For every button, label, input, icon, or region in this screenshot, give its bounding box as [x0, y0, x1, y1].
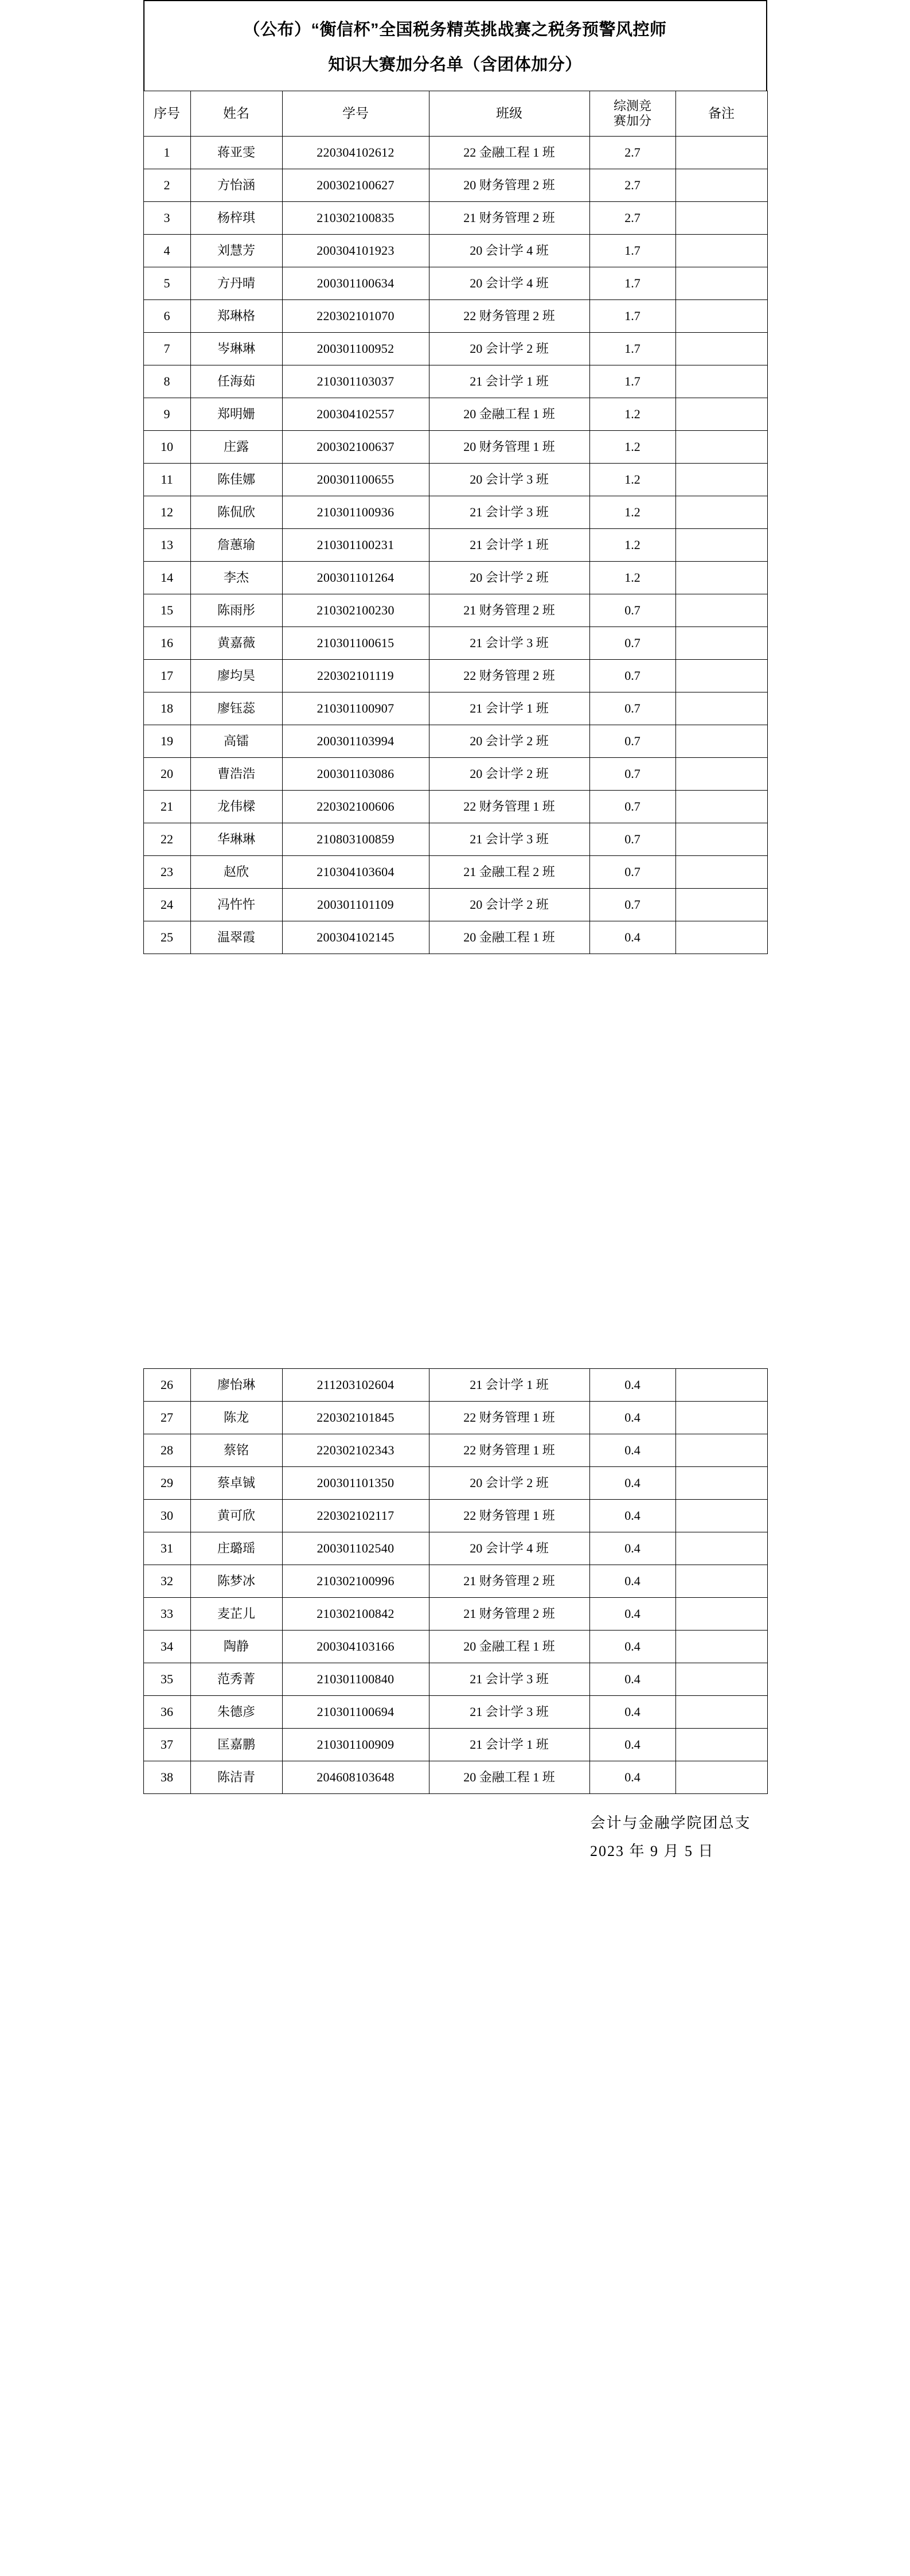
cell-class: 22 财务管理 2 班: [429, 299, 589, 332]
cell-sid: 220302102343: [282, 1434, 429, 1467]
table-row: [143, 725, 767, 757]
cell-score: 2.7: [589, 136, 675, 169]
cell-note: [675, 921, 767, 954]
cell-note: [675, 790, 767, 823]
cell-seq: 14: [143, 561, 190, 594]
document-page-one: [0, 0, 910, 954]
cell-class: 20 财务管理 1 班: [429, 430, 589, 463]
cell-name: 岑琳琳: [190, 332, 282, 365]
cell-sid: 200301100952: [282, 332, 429, 365]
cell-score: 0.4: [589, 1598, 675, 1631]
cell-note: [675, 1631, 767, 1663]
cell-score: 1.7: [589, 267, 675, 299]
cell-sid: 200302100637: [282, 430, 429, 463]
cell-name: 廖钰蕊: [190, 692, 282, 725]
cell-sid: 200301103994: [282, 725, 429, 757]
cell-score: 2.7: [589, 169, 675, 201]
cell-class: 20 金融工程 1 班: [429, 1631, 589, 1663]
cell-seq: 35: [143, 1663, 190, 1696]
cell-name: 蔡铭: [190, 1434, 282, 1467]
cell-seq: 27: [143, 1402, 190, 1434]
cell-name: 范秀菁: [190, 1663, 282, 1696]
cell-note: [675, 528, 767, 561]
cell-class: 20 会计学 4 班: [429, 234, 589, 267]
cell-sid: 211203102604: [282, 1369, 429, 1402]
cell-name: 蒋亚雯: [190, 136, 282, 169]
cell-name: 庄露: [190, 430, 282, 463]
cell-sid: 210304103604: [282, 855, 429, 888]
cell-seq: 21: [143, 790, 190, 823]
cell-class: 22 财务管理 2 班: [429, 659, 589, 692]
cell-class: 20 会计学 2 班: [429, 1467, 589, 1500]
cell-name: 方怡涵: [190, 169, 282, 201]
cell-note: [675, 1663, 767, 1696]
cell-seq: 19: [143, 725, 190, 757]
cell-name: 郑明姗: [190, 398, 282, 430]
cell-note: [675, 234, 767, 267]
table-row: [143, 1761, 767, 1794]
cell-class: 21 会计学 3 班: [429, 1696, 589, 1729]
cell-score: 0.7: [589, 594, 675, 627]
table-row: [143, 1663, 767, 1696]
cell-note: [675, 1467, 767, 1500]
cell-class: 21 会计学 3 班: [429, 496, 589, 528]
cell-class: 22 财务管理 1 班: [429, 1434, 589, 1467]
table-row: [143, 790, 767, 823]
cell-name: 陈雨彤: [190, 594, 282, 627]
cell-name: 陈佳娜: [190, 463, 282, 496]
cell-score: 1.2: [589, 430, 675, 463]
cell-sid: 210301100840: [282, 1663, 429, 1696]
cell-note: [675, 496, 767, 528]
table-row: [143, 169, 767, 201]
cell-name: 龙伟樑: [190, 790, 282, 823]
table-row: [143, 823, 767, 855]
cell-class: 21 会计学 1 班: [429, 692, 589, 725]
cell-score: 1.7: [589, 332, 675, 365]
cell-score: 1.7: [589, 234, 675, 267]
table-row: [143, 463, 767, 496]
cell-sid: 210803100859: [282, 823, 429, 855]
cell-name: 陈侃欣: [190, 496, 282, 528]
cell-sid: 220304102612: [282, 136, 429, 169]
cell-sid: 210301100615: [282, 627, 429, 659]
cell-sid: 200301101109: [282, 888, 429, 921]
cell-seq: 13: [143, 528, 190, 561]
cell-sid: 200301100655: [282, 463, 429, 496]
cell-sid: 200304101923: [282, 234, 429, 267]
cell-note: [675, 823, 767, 855]
table-row: [143, 398, 767, 430]
cell-name: 匡嘉鹏: [190, 1729, 282, 1761]
cell-note: [675, 463, 767, 496]
header-seq: 序号: [143, 91, 190, 136]
cell-score: 0.4: [589, 1663, 675, 1696]
header-name: 姓名: [190, 91, 282, 136]
cell-note: [675, 855, 767, 888]
table-row: [143, 234, 767, 267]
cell-class: 21 财务管理 2 班: [429, 1598, 589, 1631]
table-row: [143, 1532, 767, 1565]
cell-note: [675, 888, 767, 921]
cell-seq: 31: [143, 1532, 190, 1565]
cell-note: [675, 365, 767, 398]
header-note: 备注: [675, 91, 767, 136]
cell-score: 0.4: [589, 1532, 675, 1565]
cell-score: 0.7: [589, 725, 675, 757]
table-row: [143, 1500, 767, 1532]
cell-score: 0.4: [589, 1729, 675, 1761]
cell-name: 麦芷儿: [190, 1598, 282, 1631]
cell-note: [675, 561, 767, 594]
cell-score: 0.7: [589, 790, 675, 823]
cell-class: 22 财务管理 1 班: [429, 790, 589, 823]
cell-note: [675, 757, 767, 790]
table-row: [143, 627, 767, 659]
cell-seq: 34: [143, 1631, 190, 1663]
cell-class: 22 金融工程 1 班: [429, 136, 589, 169]
table-row: [143, 1369, 767, 1402]
table-row: [143, 267, 767, 299]
cell-note: [675, 1761, 767, 1794]
cell-name: 陈龙: [190, 1402, 282, 1434]
roster-table-body-page-one: [143, 136, 767, 954]
cell-class: 20 会计学 2 班: [429, 757, 589, 790]
cell-score: 0.7: [589, 757, 675, 790]
cell-seq: 1: [143, 136, 190, 169]
cell-note: [675, 725, 767, 757]
cell-score: 1.7: [589, 365, 675, 398]
header-score: [589, 91, 675, 136]
cell-name: 陶静: [190, 1631, 282, 1663]
table-row: [143, 757, 767, 790]
cell-class: 21 会计学 1 班: [429, 528, 589, 561]
cell-seq: 18: [143, 692, 190, 725]
cell-class: 21 财务管理 2 班: [429, 201, 589, 234]
cell-class: 20 会计学 2 班: [429, 725, 589, 757]
cell-class: 20 金融工程 1 班: [429, 398, 589, 430]
roster-table-header: [143, 91, 767, 136]
cell-seq: 26: [143, 1369, 190, 1402]
cell-name: 郑琳格: [190, 299, 282, 332]
cell-sid: 200301103086: [282, 757, 429, 790]
cell-seq: 2: [143, 169, 190, 201]
cell-seq: 29: [143, 1467, 190, 1500]
cell-seq: 37: [143, 1729, 190, 1761]
page-two-sheet: [143, 1368, 767, 1866]
cell-class: 20 金融工程 1 班: [429, 1761, 589, 1794]
cell-seq: 7: [143, 332, 190, 365]
cell-class: 22 财务管理 1 班: [429, 1500, 589, 1532]
cell-sid: 210301100694: [282, 1696, 429, 1729]
table-row: [143, 430, 767, 463]
table-row: [143, 365, 767, 398]
cell-seq: 3: [143, 201, 190, 234]
cell-note: [675, 267, 767, 299]
cell-score: 1.2: [589, 496, 675, 528]
cell-seq: 33: [143, 1598, 190, 1631]
cell-sid: 220302101119: [282, 659, 429, 692]
cell-sid: 200301102540: [282, 1532, 429, 1565]
cell-score: 0.4: [589, 1369, 675, 1402]
cell-class: 22 财务管理 1 班: [429, 1402, 589, 1434]
cell-note: [675, 430, 767, 463]
table-row: [143, 201, 767, 234]
cell-seq: 15: [143, 594, 190, 627]
cell-note: [675, 398, 767, 430]
cell-name: 陈梦冰: [190, 1565, 282, 1598]
cell-sid: 210302100842: [282, 1598, 429, 1631]
cell-note: [675, 1598, 767, 1631]
cell-score: 0.4: [589, 1565, 675, 1598]
table-row: [143, 1565, 767, 1598]
cell-class: 21 会计学 1 班: [429, 1729, 589, 1761]
cell-note: [675, 169, 767, 201]
cell-sid: 210302100835: [282, 201, 429, 234]
cell-seq: 28: [143, 1434, 190, 1467]
cell-score: 2.7: [589, 201, 675, 234]
cell-note: [675, 1434, 767, 1467]
cell-name: 杨梓琪: [190, 201, 282, 234]
cell-score: 1.2: [589, 398, 675, 430]
cell-score: 0.7: [589, 659, 675, 692]
cell-name: 华琳琳: [190, 823, 282, 855]
cell-seq: 6: [143, 299, 190, 332]
cell-name: 蔡卓铖: [190, 1467, 282, 1500]
table-row: [143, 855, 767, 888]
cell-score: 0.7: [589, 823, 675, 855]
cell-class: 21 会计学 3 班: [429, 627, 589, 659]
cell-note: [675, 299, 767, 332]
cell-name: 廖怡琳: [190, 1369, 282, 1402]
cell-seq: 9: [143, 398, 190, 430]
cell-note: [675, 659, 767, 692]
cell-sid: 200304102557: [282, 398, 429, 430]
header-student-id: 学号: [282, 91, 429, 136]
cell-name: 赵欣: [190, 855, 282, 888]
cell-note: [675, 1369, 767, 1402]
roster-table-body-page-two: [143, 1369, 767, 1794]
cell-sid: 200304102145: [282, 921, 429, 954]
document-page-two: [0, 1368, 910, 1866]
cell-seq: 38: [143, 1761, 190, 1794]
table-row: [143, 659, 767, 692]
header-score-line-2: 赛加分: [613, 113, 651, 128]
table-row: [143, 332, 767, 365]
cell-class: 20 会计学 4 班: [429, 1532, 589, 1565]
cell-name: 陈洁青: [190, 1761, 282, 1794]
cell-class: 20 会计学 2 班: [429, 332, 589, 365]
cell-score: 1.2: [589, 463, 675, 496]
cell-class: 21 会计学 1 班: [429, 365, 589, 398]
cell-sid: 210301100907: [282, 692, 429, 725]
table-row: [143, 1696, 767, 1729]
cell-class: 21 会计学 3 班: [429, 1663, 589, 1696]
cell-score: 0.4: [589, 1761, 675, 1794]
roster-table-page-one: [143, 91, 768, 954]
cell-sid: 220302101070: [282, 299, 429, 332]
cell-sid: 210301100936: [282, 496, 429, 528]
cell-name: 朱德彦: [190, 1696, 282, 1729]
cell-seq: 16: [143, 627, 190, 659]
cell-class: 21 会计学 1 班: [429, 1369, 589, 1402]
cell-class: 21 财务管理 2 班: [429, 594, 589, 627]
cell-name: 廖均昊: [190, 659, 282, 692]
cell-note: [675, 136, 767, 169]
cell-name: 高镭: [190, 725, 282, 757]
cell-seq: 4: [143, 234, 190, 267]
title-line-primary: （公布）“衡信杯”全国税务精英挑战赛之税务预警风控师: [243, 21, 667, 39]
cell-score: 0.4: [589, 1631, 675, 1663]
cell-score: 1.2: [589, 561, 675, 594]
cell-score: 0.4: [589, 921, 675, 954]
table-row: [143, 528, 767, 561]
cell-seq: 17: [143, 659, 190, 692]
cell-sid: 220302101845: [282, 1402, 429, 1434]
cell-note: [675, 692, 767, 725]
table-row: [143, 1434, 767, 1467]
cell-seq: 22: [143, 823, 190, 855]
cell-seq: 24: [143, 888, 190, 921]
cell-note: [675, 1729, 767, 1761]
cell-score: 0.4: [589, 1467, 675, 1500]
cell-seq: 11: [143, 463, 190, 496]
cell-sid: 210301100909: [282, 1729, 429, 1761]
signing-date: 2023 年 9 月 5 日: [589, 1843, 714, 1860]
table-row: [143, 561, 767, 594]
cell-score: 0.7: [589, 855, 675, 888]
cell-name: 黄嘉薇: [190, 627, 282, 659]
cell-note: [675, 201, 767, 234]
cell-score: 0.7: [589, 888, 675, 921]
cell-seq: 23: [143, 855, 190, 888]
cell-class: 21 会计学 3 班: [429, 823, 589, 855]
table-row: [143, 496, 767, 528]
cell-name: 詹蕙瑜: [190, 528, 282, 561]
cell-sid: 200301101264: [282, 561, 429, 594]
cell-name: 庄璐瑶: [190, 1532, 282, 1565]
cell-score: 1.7: [589, 299, 675, 332]
cell-class: 20 会计学 3 班: [429, 463, 589, 496]
cell-name: 任海茹: [190, 365, 282, 398]
table-row: [143, 1729, 767, 1761]
table-row: [143, 1631, 767, 1663]
roster-table-page-two: [143, 1368, 768, 1794]
signature-block: [143, 1794, 767, 1866]
cell-sid: 200302100627: [282, 169, 429, 201]
cell-score: 1.2: [589, 528, 675, 561]
cell-name: 李杰: [190, 561, 282, 594]
cell-note: [675, 332, 767, 365]
cell-sid: 210302100996: [282, 1565, 429, 1598]
cell-note: [675, 594, 767, 627]
cell-sid: 210301103037: [282, 365, 429, 398]
page-one-sheet: [143, 0, 767, 954]
table-row: [143, 594, 767, 627]
cell-note: [675, 1500, 767, 1532]
cell-note: [675, 1532, 767, 1565]
signing-organization: 会计与金融学院团总支: [590, 1815, 751, 1831]
cell-score: 0.7: [589, 627, 675, 659]
cell-note: [675, 1402, 767, 1434]
cell-score: 0.4: [589, 1500, 675, 1532]
header-score-line-1: 综测竞: [613, 98, 651, 113]
header-row: [143, 91, 767, 136]
cell-seq: 8: [143, 365, 190, 398]
table-row: [143, 299, 767, 332]
cell-note: [675, 627, 767, 659]
cell-sid: 210301100231: [282, 528, 429, 561]
header-class: 班级: [429, 91, 589, 136]
cell-seq: 25: [143, 921, 190, 954]
table-row: [143, 692, 767, 725]
table-row: [143, 921, 767, 954]
cell-sid: 220302100606: [282, 790, 429, 823]
cell-score: 0.4: [589, 1696, 675, 1729]
document-title-block: [143, 0, 767, 91]
cell-sid: 220302102117: [282, 1500, 429, 1532]
cell-seq: 36: [143, 1696, 190, 1729]
cell-class: 20 财务管理 2 班: [429, 169, 589, 201]
table-row: [143, 1598, 767, 1631]
cell-class: 20 金融工程 1 班: [429, 921, 589, 954]
cell-name: 方丹晴: [190, 267, 282, 299]
cell-class: 21 金融工程 2 班: [429, 855, 589, 888]
cell-class: 20 会计学 2 班: [429, 888, 589, 921]
cell-note: [675, 1565, 767, 1598]
cell-seq: 32: [143, 1565, 190, 1598]
title-line-secondary: 知识大赛加分名单（含团体加分）: [328, 55, 582, 74]
cell-note: [675, 1696, 767, 1729]
cell-score: 0.7: [589, 692, 675, 725]
cell-class: 20 会计学 4 班: [429, 267, 589, 299]
table-row: [143, 1467, 767, 1500]
cell-name: 曹浩浩: [190, 757, 282, 790]
cell-sid: 210302100230: [282, 594, 429, 627]
cell-seq: 12: [143, 496, 190, 528]
cell-score: 0.4: [589, 1402, 675, 1434]
cell-sid: 200301100634: [282, 267, 429, 299]
cell-sid: 204608103648: [282, 1761, 429, 1794]
cell-name: 冯忤忤: [190, 888, 282, 921]
cell-class: 21 财务管理 2 班: [429, 1565, 589, 1598]
cell-seq: 20: [143, 757, 190, 790]
table-row: [143, 136, 767, 169]
cell-name: 黄可欣: [190, 1500, 282, 1532]
cell-score: 0.4: [589, 1434, 675, 1467]
table-row: [143, 1402, 767, 1434]
cell-name: 刘慧芳: [190, 234, 282, 267]
cell-seq: 10: [143, 430, 190, 463]
cell-seq: 30: [143, 1500, 190, 1532]
cell-class: 20 会计学 2 班: [429, 561, 589, 594]
table-row: [143, 888, 767, 921]
cell-name: 温翠霞: [190, 921, 282, 954]
cell-sid: 200301101350: [282, 1467, 429, 1500]
cell-sid: 200304103166: [282, 1631, 429, 1663]
cell-seq: 5: [143, 267, 190, 299]
